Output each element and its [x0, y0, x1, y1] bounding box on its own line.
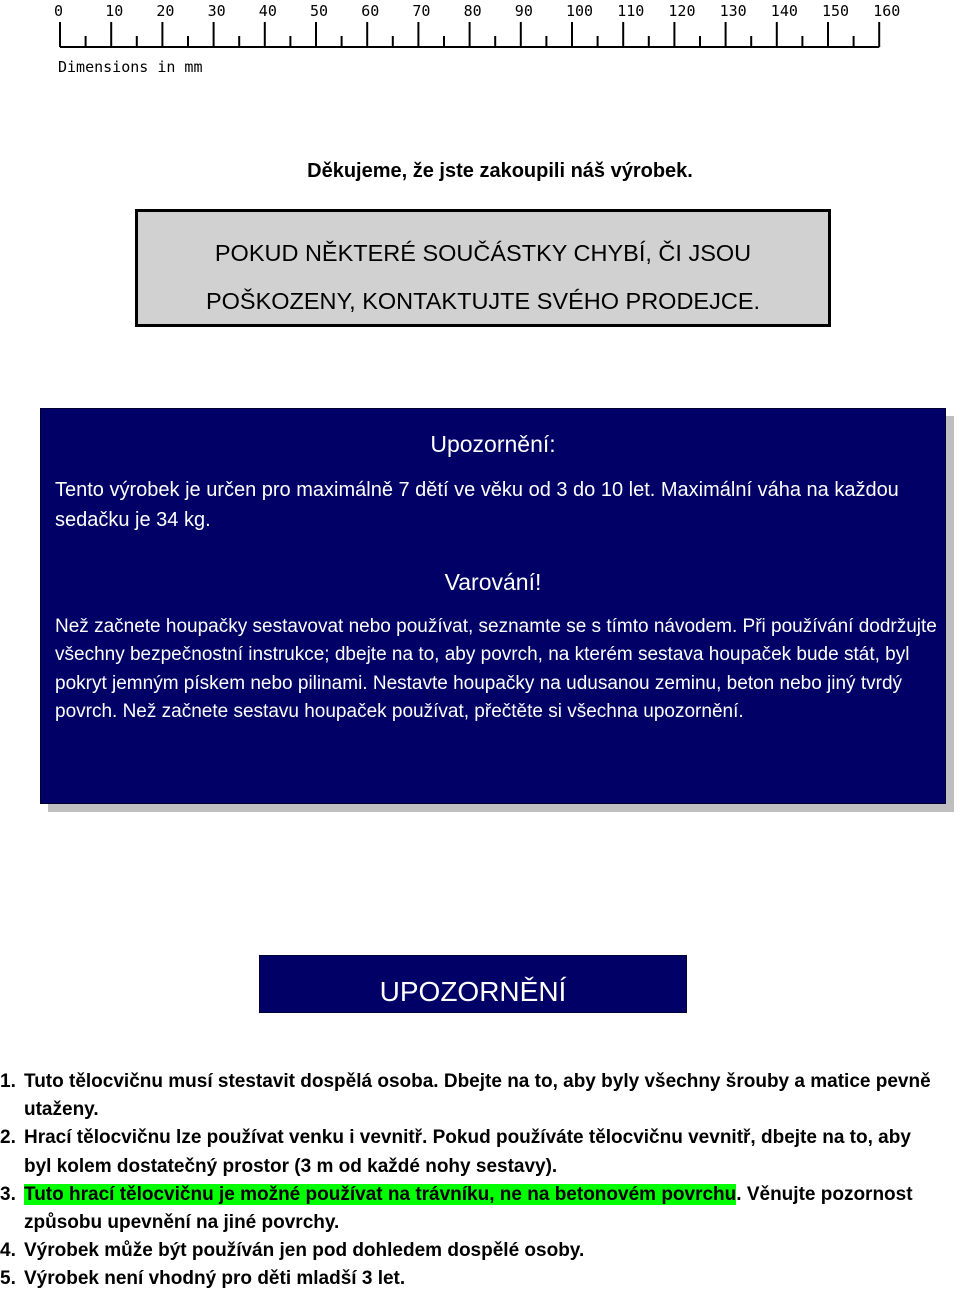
list-item-text — [24, 1068, 960, 1124]
upozorneni-label: UPOZORNĚNÍ — [379, 976, 567, 1007]
ruler-tick-label: 50 — [310, 2, 329, 20]
caution-text: Tento výrobek je určen pro maximálně 7 dětí ve věku od 3 do 10 let. Maximální váha na každou sedačku je 34 kg. — [55, 479, 899, 531]
list-item-body: Výrobek není vhodný pro děti mladší 3 let. — [24, 1268, 406, 1290]
ruler-tick-label: 140 — [770, 2, 798, 20]
list-item-number: 3. — [0, 1183, 16, 1205]
ruler-tick-label: 40 — [258, 2, 277, 20]
notice-line-2: POŠKOZENY, KONTAKTUJTE SVÉHO PRODEJCE. — [205, 288, 761, 314]
list-item-body: Výrobek může být používán jen pod dohledem dospělé osoby. — [24, 1240, 585, 1262]
ruler-tick-label: 0 — [54, 2, 64, 20]
list-item — [0, 1124, 960, 1180]
ruler-tick-label: 80 — [463, 2, 482, 20]
list-item-text — [24, 1124, 960, 1180]
list-item-body: Hrací tělocvičnu lze používat venku i vevnitř. Pokud používáte tělocvičnu vevnitř, dbejte na to, aby byl kolem dostatečný prostor (3 m od každé nohy sestavy). — [24, 1127, 911, 1177]
list-item — [0, 1237, 960, 1265]
missing-parts-notice — [135, 209, 831, 327]
caution-box — [40, 408, 946, 804]
ruler-tick-label: 70 — [412, 2, 431, 20]
ruler-tick-label: 120 — [668, 2, 696, 20]
caution-title: Upozornění: — [430, 431, 556, 457]
warning-title: Varování! — [444, 569, 542, 595]
list-item — [0, 1265, 960, 1293]
ruler-tick-label: 160 — [873, 2, 901, 20]
ruler-tick-label: 20 — [156, 2, 175, 20]
ruler-tick-label: 100 — [566, 2, 594, 20]
list-item-text — [24, 1181, 960, 1237]
list-item-number: 4. — [0, 1240, 16, 1262]
upozorneni-banner — [259, 955, 687, 1013]
ruler-tick-label: 10 — [105, 2, 124, 20]
list-item-text — [24, 1265, 960, 1293]
safety-rules-list — [0, 1068, 960, 1294]
warning-text: Než začnete houpačky sestavovat nebo používat, seznamte se s tímto návodem. Při používání dodržujte všechny bezpečnostní instrukce; dbejte na to, aby povrch, na kterém sestava houpaček bude stát, byl pokryt jemným pískem nebo pilinami. Nestavte houpačky na udusanou zeminu, beton nebo jiný tvrdý povrch. Než začnete sestavu houpaček používat, přečtěte si všechna upozornění. — [55, 616, 937, 723]
ruler-tick-label: 30 — [207, 2, 226, 20]
list-item-body: Tuto tělocvičnu musí stestavit dospělá osoba. Dbejte na to, aby byly všechny šrouby a matice pevně utaženy. — [24, 1071, 931, 1121]
ruler-tick-label: 110 — [617, 2, 645, 20]
list-item-number: 2. — [0, 1127, 16, 1149]
list-item-number: 1. — [0, 1071, 16, 1092]
list-item-body: . Věnujte pozornost způsobu upevnění na jiné povrchy. — [24, 1183, 913, 1234]
ruler-tick-label: 150 — [822, 2, 850, 20]
ruler-tick-label: 130 — [719, 2, 747, 20]
ruler-tick-label: 90 — [514, 2, 533, 20]
dimension-ruler — [0, 0, 960, 90]
thank-you-heading: Děkujeme, že jste zakoupili náš výrobek. — [307, 160, 693, 182]
ruler-caption: Dimensions in mm — [58, 58, 203, 76]
notice-line-1: POKUD NĚKTERÉ SOUČÁSTKY CHYBÍ, ČI JSOU — [214, 240, 752, 266]
list-item — [0, 1068, 960, 1124]
ruler-tick-label: 60 — [361, 2, 380, 20]
list-item — [0, 1181, 960, 1237]
list-item-text — [24, 1237, 960, 1265]
list-item-number: 5. — [0, 1268, 16, 1290]
highlighted-text: Tuto hrací tělocvičnu je možné používat na trávníku, ne na betonovém povrchu — [24, 1183, 737, 1205]
